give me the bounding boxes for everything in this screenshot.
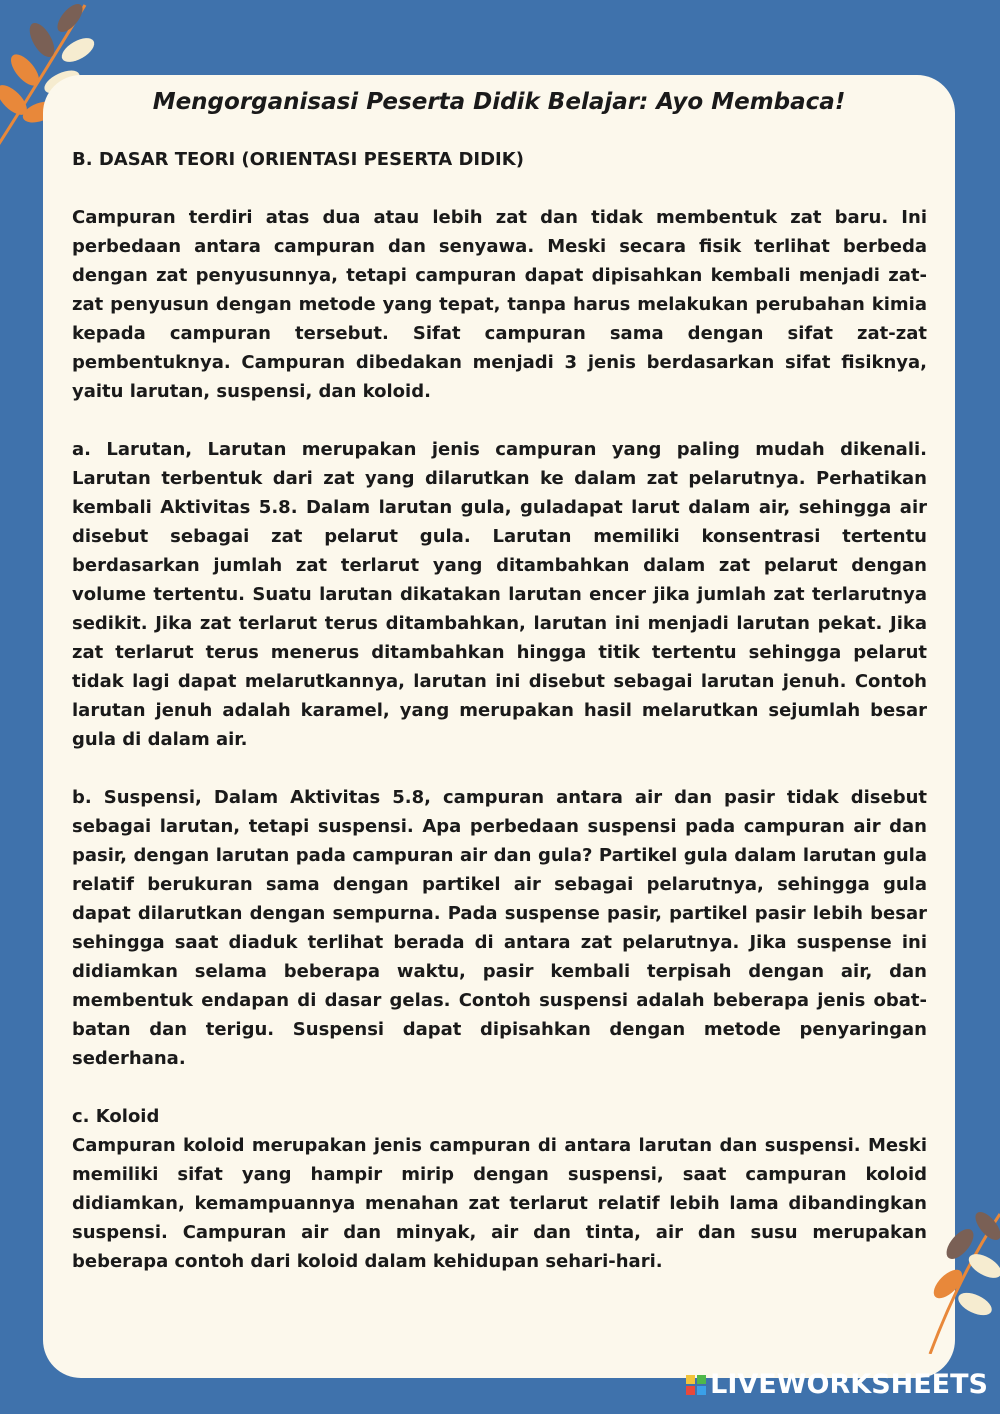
text-body <box>72 145 927 1305</box>
paragraph-koloid: Campuran koloid merupakan jenis campuran di antara larutan dan suspensi. Meski memiliki sifat yang hampir mirip dengan suspensi, saat campuran koloid didiamkan, kemampuannya menahan zat terlarut relatif lebih lama dibandingkan suspensi. Campuran air dan minyak, air dan tinta, air dan susu merupakan beberapa contoh dari koloid dalam kehidupan sehari-hari. <box>72 1135 927 1272</box>
paragraph-intro: Campuran terdiri atas dua atau lebih zat dan tidak membentuk zat baru. Ini perbedaan antara campuran dan senyawa. Meski secara fisik terlihat berbeda dengan zat penyusunnya, tetapi campuran dapat dipisahkan kembali menjadi zat-zat penyusun dengan metode yang tepat, tanpa harus melakukan perubahan kimia kepada campuran tersebut. Sifat campuran sama dengan sifat zat-zat pembentuknya. Campuran dibedakan menjadi 3 jenis berdasarkan sifat fisiknya, yaitu larutan, suspensi, dan koloid. <box>72 207 927 402</box>
paragraph-suspensi: b. Suspensi, Dalam Aktivitas 5.8, campuran antara air dan pasir tidak disebut sebagai larutan, tetapi suspensi. Apa perbedaan suspensi pada campuran air dan pasir, dengan larutan pada campuran air dan gula? Partikel gula dalam larutan gula relatif berukuran sama dengan partikel air sebagai pelarutnya, sehingga gula dapat dilarutkan dengan sempurna. Pada suspense pasir, partikel pasir lebih besar sehingga saat diaduk terlihat berada di antara zat pelarutnya. Jika suspense ini didiamkan selama beberapa waktu, pasir kembali terpisah dengan air, dan membentuk endapan di dasar gelas. Contoh suspensi adalah beberapa jenis obat-batan dan terigu. Suspensi dapat dipisahkan dengan metode penyaringan sederhana. <box>72 787 927 1069</box>
liveworksheets-watermark <box>686 1369 988 1400</box>
section-heading: B. DASAR TEORI (ORIENTASI PESERTA DIDIK) <box>72 149 524 170</box>
page-title: Mengorganisasi Peserta Didik Belajar: Ayo Membaca! <box>152 89 846 115</box>
paragraph-larutan: a. Larutan, Larutan merupakan jenis campuran yang paling mudah dikenali. Larutan terbentuk dari zat yang dilarutkan ke dalam zat pelarutnya. Perhatikan kembali Aktivitas 5.8. Dalam larutan gula, guladapat larut dalam air, sehingga air disebut sebagai zat pelarut gula. Larutan memiliki konsentrasi tertentu berdasarkan jumlah zat terlarut yang ditambahkan dalam zat pelarut dengan volume tertentu. Suatu larutan dikatakan larutan encer jika jumlah zat terlarutnya sedikit. Jika zat terlarut terus ditambahkan, larutan ini menjadi larutan pekat. Jika zat terlarut terus menerus ditambahkan hingga titik tertentu sehingga pelarut tidak lagi dapat melarutkannya, larutan ini disebut sebagai larutan jenuh. Contoh larutan jenuh adalah karamel, yang merupakan hasil melarutkan sejumlah besar gula di dalam air. <box>72 439 927 750</box>
watermark-text: LIVEWORKSHEETS <box>710 1369 988 1400</box>
leaves-decoration-bottom-right <box>890 1204 1000 1354</box>
content-card <box>43 75 955 1378</box>
koloid-heading: c. Koloid <box>72 1106 160 1127</box>
liveworksheets-logo-icon <box>686 1375 706 1395</box>
